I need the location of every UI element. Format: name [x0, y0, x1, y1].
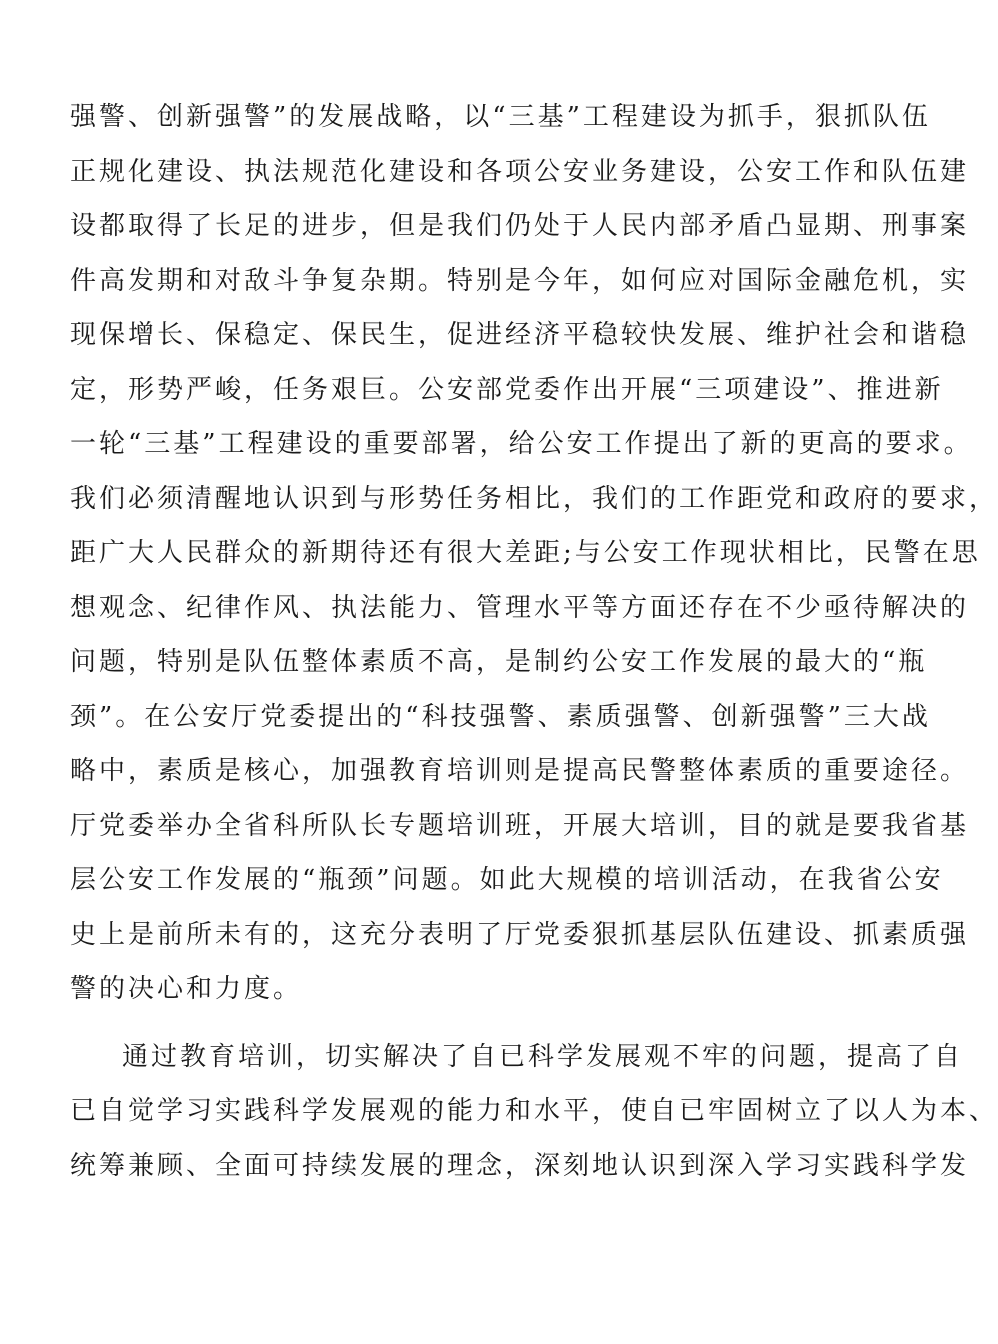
- text-line: 问题，特别是队伍整体素质不高，是制约公安工作发展的最大的“瓶: [70, 647, 928, 677]
- text-line: 我们必须清醒地认识到与形势任务相比，我们的工作距党和政府的要求，: [70, 483, 998, 514]
- text-line: 一轮“三基”工程建设的重要部署，给公安工作提出了新的更高的要求。: [70, 429, 973, 459]
- text-line: 层公安工作发展的“瓶颈”问题。如此大规模的培训活动，在我省公安: [70, 865, 944, 895]
- text-line: 厅党委举办全省科所队长专题培训班，开展大培训，目的就是要我省基: [70, 810, 970, 841]
- text-line: 已自觉学习实践科学发展观的能力和水平，使自已牢固树立了以人为本、: [70, 1096, 998, 1126]
- text-line: 略中，素质是核心，加强教育培训则是提高民警整体素质的重要途径。: [70, 756, 970, 786]
- text-line: 强警、创新强警”的发展战略，以“三基”工程建设为抓手，狠抓队伍: [70, 102, 931, 132]
- text-line: 件高发期和对敌斗争复杂期。特别是今年，如何应对国际金融危机，实: [70, 265, 970, 296]
- text-line: 距广大人民群众的新期待还有很大差距;与公安工作现状相比，民警在思: [70, 538, 981, 568]
- text-line: 颈”。在公安厅党委提出的“科技强警、素质强警、创新强警”三大战: [70, 701, 931, 732]
- paragraph-1: [70, 90, 998, 1017]
- text-line: 设都取得了长足的进步，但是我们仍处于人民内部矛盾凸显期、刑事案: [70, 211, 970, 241]
- text-line: 现保增长、保稳定、保民生，促进经济平稳较快发展、维护社会和谐稳: [70, 320, 970, 350]
- paragraph-2: [70, 1030, 998, 1194]
- document-body: [70, 90, 998, 1193]
- paragraph-spacing: [70, 1017, 890, 1030]
- text-line: 警的决心和力度。: [70, 974, 303, 1004]
- text-line: 想观念、纪律作风、执法能力、管理水平等方面还存在不少亟待解决的: [70, 592, 970, 623]
- text-line: 史上是前所未有的，这充分表明了厅党委狠抓基层队伍建设、抓素质强: [70, 919, 970, 950]
- text-line: 定，形势严峻，任务艰巨。公安部党委作出开展“三项建设”、推进新: [70, 374, 944, 405]
- text-line: 通过教育培训，切实解决了自已科学发展观不牢的问题，提高了自: [122, 1041, 964, 1072]
- text-line: 正规化建设、执法规范化建设和各项公安业务建设，公安工作和队伍建: [70, 156, 970, 187]
- text-line: 统筹兼顾、全面可持续发展的理念，深刻地认识到深入学习实践科学发: [70, 1150, 970, 1181]
